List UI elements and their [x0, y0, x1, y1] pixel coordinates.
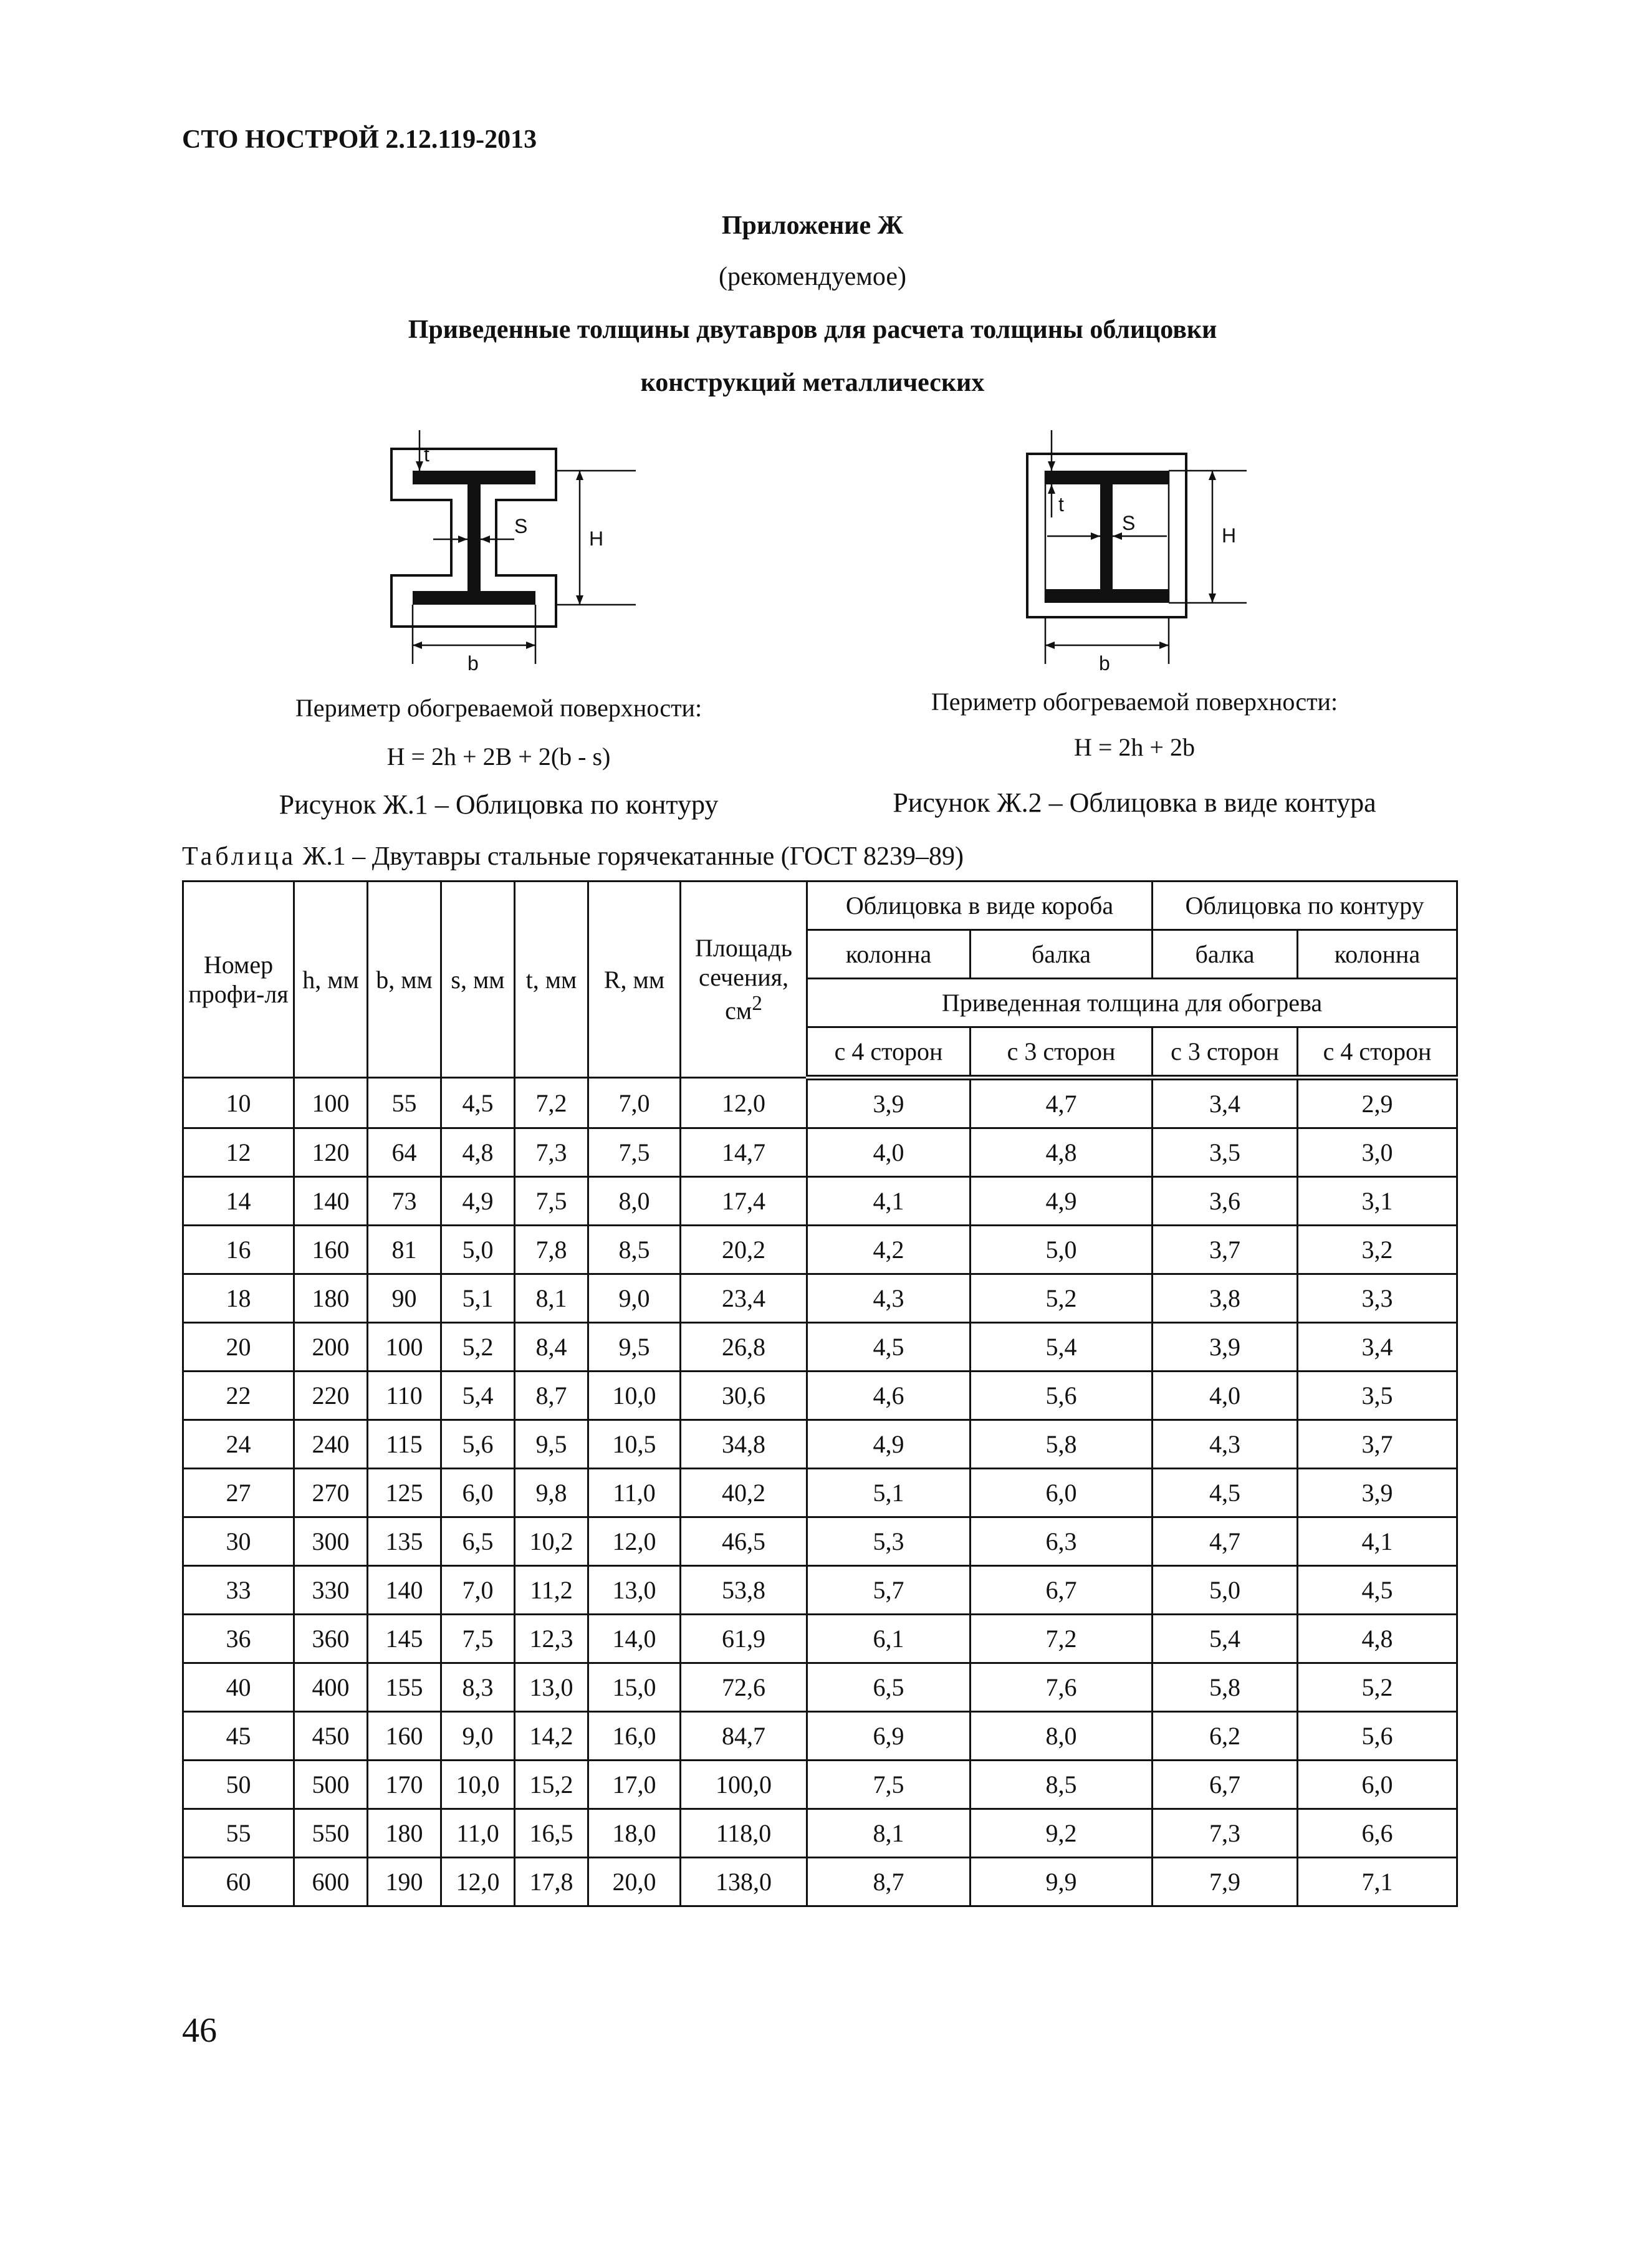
table-cell: 20 [183, 1323, 294, 1372]
header-r: R, мм [588, 882, 681, 1078]
table-cell: 7,3 [515, 1128, 588, 1177]
dimension-arrows [1045, 461, 1216, 649]
table-cell: 53,8 [681, 1566, 807, 1615]
table-cell: 6,0 [971, 1469, 1153, 1517]
table-cell: 16 [183, 1226, 294, 1274]
table-cell: 26,8 [681, 1323, 807, 1372]
header-b: b, мм [368, 882, 441, 1078]
table-row [183, 1663, 1457, 1712]
header-area-unit: см [725, 996, 752, 1025]
header-area-label: Площадь сечения, [695, 934, 792, 992]
table-cell: 18 [183, 1274, 294, 1323]
table-cell: 7,5 [807, 1761, 971, 1809]
table-cell: 4,7 [1153, 1517, 1298, 1566]
table-cell: 4,1 [1298, 1517, 1457, 1566]
table-cell: 4,2 [807, 1226, 971, 1274]
table-cell: 73 [368, 1177, 441, 1226]
table-cell: 450 [294, 1712, 368, 1761]
dim-label-t: t [1058, 493, 1064, 516]
header-sides-4-contour: с 4 сторон [1298, 1027, 1457, 1078]
table-row [183, 1469, 1457, 1517]
table-cell: 2,9 [1298, 1078, 1457, 1128]
table-cell: 7,6 [971, 1663, 1153, 1712]
table-cell: 5,8 [1153, 1663, 1298, 1712]
table-cell: 550 [294, 1809, 368, 1858]
table-cell: 3,1 [1298, 1177, 1457, 1226]
table-cell: 600 [294, 1858, 368, 1906]
table-cell: 4,6 [807, 1372, 971, 1420]
table-row [183, 1712, 1457, 1761]
table-row [183, 1615, 1457, 1663]
table-cell: 6,6 [1298, 1809, 1457, 1858]
table-cell: 8,5 [588, 1226, 681, 1274]
table-cell: 7,0 [441, 1566, 515, 1615]
table-cell: 90 [368, 1274, 441, 1323]
table-cell: 3,9 [807, 1078, 971, 1128]
fig1-perimeter-label: Периметр обогреваемой поверхности: [295, 694, 702, 722]
table-cell: 84,7 [681, 1712, 807, 1761]
table-cell: 3,5 [1153, 1128, 1298, 1177]
table-cell: 160 [294, 1226, 368, 1274]
table-cell: 5,0 [971, 1226, 1153, 1274]
table-row [183, 1761, 1457, 1809]
table-row [183, 1809, 1457, 1858]
fig2-formula: H = 2h + 2b [1073, 733, 1195, 761]
table-row [183, 1858, 1457, 1906]
table-cell: 5,2 [1298, 1663, 1457, 1712]
table-cell: 5,6 [441, 1420, 515, 1469]
table-cell: 5,4 [441, 1372, 515, 1420]
table-cell: 300 [294, 1517, 368, 1566]
table-row [183, 1566, 1457, 1615]
table-row [183, 1226, 1457, 1274]
table-cell: 6,0 [1298, 1761, 1457, 1809]
header-sides-3-box: с 3 сторон [971, 1027, 1153, 1078]
table-title [182, 842, 964, 872]
appendix-title: Приложение Ж [721, 211, 904, 240]
table-cell: 4,8 [1298, 1615, 1457, 1663]
table-cell: 3,7 [1153, 1226, 1298, 1274]
header-sides-3-contour: с 3 сторон [1153, 1027, 1298, 1078]
table-cell: 64 [368, 1128, 441, 1177]
table-cell: 7,0 [588, 1078, 681, 1128]
table-cell: 5,2 [971, 1274, 1153, 1323]
table-row [183, 1517, 1457, 1566]
header-t: t, мм [515, 882, 588, 1078]
table-cell: 8,4 [515, 1323, 588, 1372]
table-cell: 10,2 [515, 1517, 588, 1566]
fig2-caption: Рисунок Ж.2 – Облицовка в виде контура [893, 787, 1376, 818]
table-cell: 180 [368, 1809, 441, 1858]
table-cell: 110 [368, 1372, 441, 1420]
table-cell: 11,0 [441, 1809, 515, 1858]
fig2-perimeter-label: Периметр обогреваемой поверхности: [931, 688, 1338, 716]
table-cell: 72,6 [681, 1663, 807, 1712]
table-cell: 135 [368, 1517, 441, 1566]
table-cell: 200 [294, 1323, 368, 1372]
table-cell: 5,0 [1153, 1566, 1298, 1615]
table-cell: 4,0 [807, 1128, 971, 1177]
table-cell: 100,0 [681, 1761, 807, 1809]
table-cell: 27 [183, 1469, 294, 1517]
table-cell: 5,6 [1298, 1712, 1457, 1761]
table-cell: 7,5 [441, 1615, 515, 1663]
page-number: 46 [182, 2011, 217, 2050]
table-cell: 12 [183, 1128, 294, 1177]
table-cell: 6,7 [1153, 1761, 1298, 1809]
table-cell: 190 [368, 1858, 441, 1906]
table-cell: 7,1 [1298, 1858, 1457, 1906]
table-cell: 11,2 [515, 1566, 588, 1615]
table-cell: 140 [294, 1177, 368, 1226]
table-cell: 30,6 [681, 1372, 807, 1420]
table-cell: 8,5 [971, 1761, 1153, 1809]
header-reduced-thickness: Приведенная толщина для обогрева [807, 979, 1457, 1027]
table-cell: 18,0 [588, 1809, 681, 1858]
header-contour-beam: балка [1153, 930, 1298, 979]
table-cell: 3,4 [1298, 1323, 1457, 1372]
table-cell: 6,7 [971, 1566, 1153, 1615]
table-cell: 155 [368, 1663, 441, 1712]
table-cell: 7,8 [515, 1226, 588, 1274]
table-cell: 6,1 [807, 1615, 971, 1663]
table-cell: 3,8 [1153, 1274, 1298, 1323]
dimension-arrows [413, 461, 583, 649]
table-cell: 17,0 [588, 1761, 681, 1809]
table-cell: 330 [294, 1566, 368, 1615]
dim-label-t: t [424, 443, 429, 466]
table-cell: 140 [368, 1566, 441, 1615]
table-cell: 13,0 [588, 1566, 681, 1615]
table-cell: 9,9 [971, 1858, 1153, 1906]
table-cell: 5,6 [971, 1372, 1153, 1420]
table-cell: 9,5 [588, 1323, 681, 1372]
table-cell: 6,5 [441, 1517, 515, 1566]
table-cell: 4,5 [1153, 1469, 1298, 1517]
header-profile: Номер профи-ля [183, 882, 294, 1078]
table-row [183, 1128, 1457, 1177]
header-sides-4-box: с 4 сторон [807, 1027, 971, 1078]
table-cell: 7,2 [515, 1078, 588, 1128]
dim-label-s: S [514, 515, 528, 537]
dim-label-s: S [1122, 512, 1136, 534]
header-h: h, мм [294, 882, 368, 1078]
table-cell: 7,2 [971, 1615, 1153, 1663]
table-cell: 22 [183, 1372, 294, 1420]
fig1-caption: Рисунок Ж.1 – Облицовка по контуру [279, 789, 719, 820]
header-s: s, мм [441, 882, 515, 1078]
table-cell: 13,0 [515, 1663, 588, 1712]
table-cell: 5,8 [971, 1420, 1153, 1469]
dim-label-h: H [589, 527, 604, 550]
table-body [183, 1078, 1457, 1906]
table-cell: 4,5 [1298, 1566, 1457, 1615]
table-cell: 9,8 [515, 1469, 588, 1517]
table-cell: 14,0 [588, 1615, 681, 1663]
table-cell: 3,6 [1153, 1177, 1298, 1226]
table-cell: 55 [368, 1078, 441, 1128]
table-cell: 10 [183, 1078, 294, 1128]
table-cell: 23,4 [681, 1274, 807, 1323]
appendix-name-line1: Приведенные толщины двутавров для расчета толщины облицовки [408, 315, 1217, 344]
fig1-formula: H = 2h + 2B + 2(b - s) [386, 742, 611, 771]
table-cell: 16,0 [588, 1712, 681, 1761]
table-cell: 7,9 [1153, 1858, 1298, 1906]
table-cell: 5,4 [1153, 1615, 1298, 1663]
table-cell: 34,8 [681, 1420, 807, 1469]
table-cell: 14,7 [681, 1128, 807, 1177]
table-cell: 160 [368, 1712, 441, 1761]
table-row [183, 1274, 1457, 1323]
table-cell: 5,0 [441, 1226, 515, 1274]
table-cell: 9,2 [971, 1809, 1153, 1858]
table-cell: 40,2 [681, 1469, 807, 1517]
table-cell: 20,0 [588, 1858, 681, 1906]
table-row [183, 1420, 1457, 1469]
table-cell: 6,2 [1153, 1712, 1298, 1761]
table-cell: 20,2 [681, 1226, 807, 1274]
table-cell: 3,7 [1298, 1420, 1457, 1469]
table-cell: 500 [294, 1761, 368, 1809]
table-cell: 360 [294, 1615, 368, 1663]
table-cell: 10,5 [588, 1420, 681, 1469]
table-cell: 16,5 [515, 1809, 588, 1858]
table-cell: 8,0 [971, 1712, 1153, 1761]
table-cell: 240 [294, 1420, 368, 1469]
table-cell: 33 [183, 1566, 294, 1615]
table-cell: 7,5 [588, 1128, 681, 1177]
table-cell: 4,5 [441, 1078, 515, 1128]
table-cell: 10,0 [441, 1761, 515, 1809]
table-cell: 7,5 [515, 1177, 588, 1226]
table-cell: 11,0 [588, 1469, 681, 1517]
table-cell: 120 [294, 1128, 368, 1177]
steel-i-beam-table [182, 880, 1458, 1907]
table-cell: 3,9 [1298, 1469, 1457, 1517]
header-area-sup: 2 [752, 992, 762, 1016]
table-cell: 17,4 [681, 1177, 807, 1226]
header-contour-column: колонна [1298, 930, 1457, 979]
table-cell: 3,5 [1298, 1372, 1457, 1420]
table-cell: 55 [183, 1809, 294, 1858]
table-cell: 40 [183, 1663, 294, 1712]
table-cell: 14,2 [515, 1712, 588, 1761]
table-cell: 4,3 [1153, 1420, 1298, 1469]
table-cell: 8,3 [441, 1663, 515, 1712]
table-cell: 12,0 [681, 1078, 807, 1128]
table-cell: 46,5 [681, 1517, 807, 1566]
table-cell: 100 [294, 1078, 368, 1128]
table-cell: 4,9 [807, 1420, 971, 1469]
table-cell: 4,8 [971, 1128, 1153, 1177]
table-cell: 50 [183, 1761, 294, 1809]
table-cell: 5,4 [971, 1323, 1153, 1372]
table-cell: 9,5 [515, 1420, 588, 1469]
table-cell: 10,0 [588, 1372, 681, 1420]
table-cell: 4,3 [807, 1274, 971, 1323]
table-cell: 15,2 [515, 1761, 588, 1809]
table-cell: 3,2 [1298, 1226, 1457, 1274]
header-box-cladding: Облицовка в виде короба [807, 882, 1153, 930]
table-cell: 5,3 [807, 1517, 971, 1566]
document-code-header: СТО НОСТРОЙ 2.12.119-2013 [182, 125, 537, 154]
table-cell: 14 [183, 1177, 294, 1226]
header-box-beam: балка [971, 930, 1153, 979]
table-cell: 12,3 [515, 1615, 588, 1663]
table-cell: 9,0 [441, 1712, 515, 1761]
table-cell: 4,9 [971, 1177, 1153, 1226]
table-cell: 6,0 [441, 1469, 515, 1517]
table-cell: 17,8 [515, 1858, 588, 1906]
table-cell: 4,7 [971, 1078, 1153, 1128]
table-cell: 5,7 [807, 1566, 971, 1615]
figure-box-cladding-diagram [1010, 430, 1272, 686]
table-cell: 118,0 [681, 1809, 807, 1858]
table-cell: 8,1 [807, 1809, 971, 1858]
table-cell: 24 [183, 1420, 294, 1469]
appendix-subtitle: (рекомендуемое) [719, 262, 906, 291]
table-cell: 81 [368, 1226, 441, 1274]
header-contour-cladding: Облицовка по контуру [1153, 882, 1457, 930]
dimension-lines [1045, 430, 1247, 664]
i-beam-section [413, 471, 535, 605]
table-cell: 270 [294, 1469, 368, 1517]
table-cell: 3,4 [1153, 1078, 1298, 1128]
table-cell: 3,3 [1298, 1274, 1457, 1323]
table-cell: 15,0 [588, 1663, 681, 1712]
table-cell: 220 [294, 1372, 368, 1420]
table-title-text: Ж.1 – Двутавры стальные горячекатанные (ГОСТ 8239–89) [296, 842, 964, 871]
header-area [681, 882, 807, 1078]
table-cell: 8,7 [807, 1858, 971, 1906]
table-cell: 4,8 [441, 1128, 515, 1177]
table-cell: 8,1 [515, 1274, 588, 1323]
appendix-name-line2: конструкций металлических [640, 368, 985, 397]
table-cell: 9,0 [588, 1274, 681, 1323]
table-cell: 180 [294, 1274, 368, 1323]
table-cell: 400 [294, 1663, 368, 1712]
table-row [183, 1323, 1457, 1372]
table-cell: 7,3 [1153, 1809, 1298, 1858]
table-cell: 8,7 [515, 1372, 588, 1420]
table-cell: 170 [368, 1761, 441, 1809]
table-cell: 36 [183, 1615, 294, 1663]
table-cell: 4,0 [1153, 1372, 1298, 1420]
table-cell: 4,9 [441, 1177, 515, 1226]
figure-contour-cladding-diagram [374, 430, 673, 686]
table-cell: 145 [368, 1615, 441, 1663]
table-cell: 30 [183, 1517, 294, 1566]
table-cell: 6,5 [807, 1663, 971, 1712]
table-cell: 3,0 [1298, 1128, 1457, 1177]
table-cell: 12,0 [441, 1858, 515, 1906]
dim-label-b: b [1099, 652, 1110, 675]
table-cell: 5,2 [441, 1323, 515, 1372]
table-row [183, 1177, 1457, 1226]
table-cell: 61,9 [681, 1615, 807, 1663]
dim-label-h: H [1222, 524, 1237, 547]
table-cell: 138,0 [681, 1858, 807, 1906]
table-cell: 60 [183, 1858, 294, 1906]
table-title-prefix: Таблица [182, 842, 297, 871]
table-row [183, 1372, 1457, 1420]
table-cell: 6,3 [971, 1517, 1153, 1566]
table-cell: 4,1 [807, 1177, 971, 1226]
dim-label-b: b [467, 652, 479, 675]
table-cell: 6,9 [807, 1712, 971, 1761]
table-cell: 12,0 [588, 1517, 681, 1566]
table-cell: 115 [368, 1420, 441, 1469]
table-cell: 4,5 [807, 1323, 971, 1372]
table-row [183, 1078, 1457, 1128]
table-cell: 5,1 [807, 1469, 971, 1517]
table-cell: 3,9 [1153, 1323, 1298, 1372]
table-cell: 125 [368, 1469, 441, 1517]
table-cell: 45 [183, 1712, 294, 1761]
header-box-column: колонна [807, 930, 971, 979]
table-cell: 8,0 [588, 1177, 681, 1226]
table-cell: 100 [368, 1323, 441, 1372]
table-cell: 5,1 [441, 1274, 515, 1323]
